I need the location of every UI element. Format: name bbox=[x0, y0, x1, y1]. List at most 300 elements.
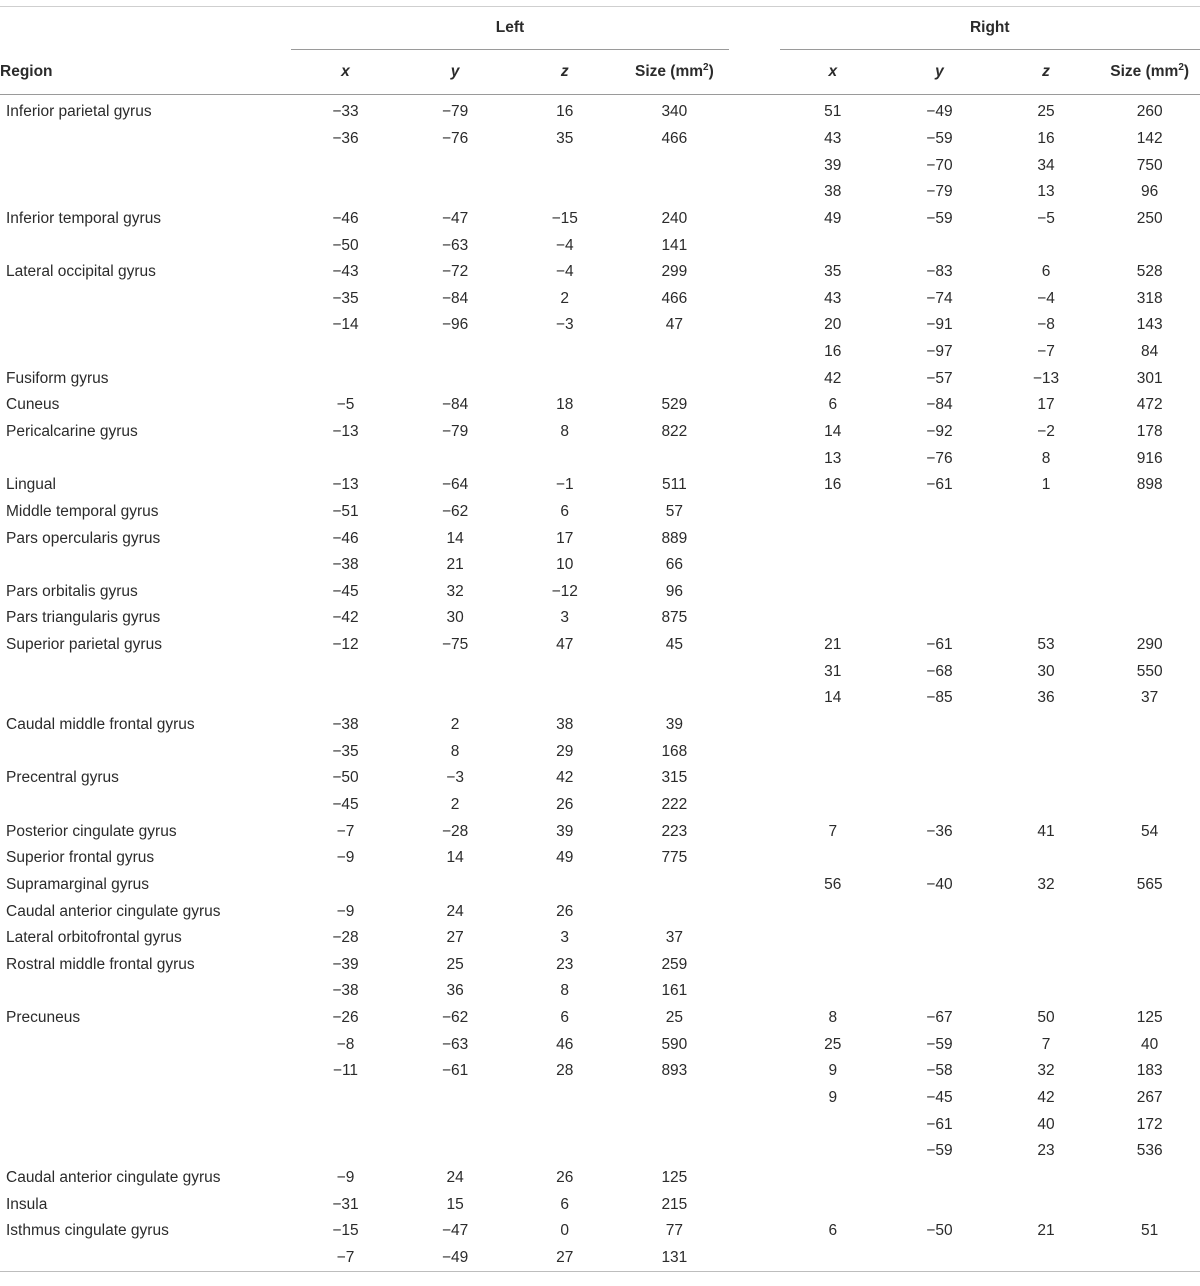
right-z-cell: 13 bbox=[1037, 183, 1055, 201]
right-size-cell: 142 bbox=[1136, 129, 1163, 147]
left-size-cell: 466 bbox=[661, 129, 688, 147]
right-z-cell: 25 bbox=[1037, 103, 1055, 121]
left-y-cell: −28 bbox=[441, 822, 469, 840]
left-y-cell: 15 bbox=[446, 1195, 464, 1213]
right-x-cell bbox=[780, 1245, 887, 1272]
right-y-cell: −84 bbox=[926, 396, 953, 414]
left-z-cell: 46 bbox=[556, 1035, 574, 1053]
right-size-cell bbox=[1099, 232, 1200, 259]
right-y-cell: −49 bbox=[926, 103, 953, 121]
row-gap bbox=[729, 818, 779, 845]
table-row bbox=[0, 126, 1200, 153]
right-z-cell bbox=[993, 499, 1100, 526]
right-size-cell: 472 bbox=[1136, 396, 1163, 414]
left-size-cell: 299 bbox=[661, 263, 688, 281]
right-y-cell: −59 bbox=[926, 1142, 953, 1160]
right-y-cell bbox=[886, 712, 993, 739]
right-x-cell bbox=[780, 605, 887, 632]
row-gap bbox=[729, 1218, 779, 1245]
right-x-cell: 14 bbox=[824, 689, 842, 707]
left-y-cell: −62 bbox=[441, 1009, 469, 1027]
left-x-cell: −51 bbox=[332, 502, 359, 520]
left-y-cell: −84 bbox=[441, 396, 469, 414]
right-size-cell bbox=[1099, 552, 1200, 579]
right-y-cell: −79 bbox=[926, 183, 953, 201]
row-gap bbox=[729, 579, 779, 606]
left-x-cell bbox=[291, 872, 401, 899]
left-y-cell: 14 bbox=[446, 849, 464, 867]
left-x-cell: −45 bbox=[332, 582, 359, 600]
region-cell: Precentral gyrus bbox=[6, 769, 119, 787]
region-cell bbox=[0, 1085, 291, 1112]
right-y-cell: −58 bbox=[926, 1062, 953, 1080]
row-gap bbox=[729, 952, 779, 979]
row-gap bbox=[729, 872, 779, 899]
right-z-cell: 32 bbox=[1037, 1062, 1055, 1080]
left-y-cell bbox=[400, 365, 510, 392]
left-x-cell: −15 bbox=[332, 1222, 359, 1240]
right-x-cell bbox=[780, 1165, 887, 1192]
group-header-row bbox=[0, 7, 1200, 50]
row-gap bbox=[729, 445, 779, 472]
left-x-cell: −35 bbox=[332, 742, 359, 760]
right-z-cell: 16 bbox=[1037, 129, 1055, 147]
left-y-cell: 24 bbox=[446, 1168, 464, 1186]
right-z-cell: 32 bbox=[1037, 875, 1055, 893]
region-cell bbox=[0, 1138, 291, 1165]
right-y-cell bbox=[886, 738, 993, 765]
table-row bbox=[0, 898, 1200, 925]
right-size-cell: 183 bbox=[1136, 1062, 1163, 1080]
row-gap bbox=[729, 1191, 779, 1218]
left-size-cell: 240 bbox=[661, 209, 688, 227]
left-z-cell: 42 bbox=[556, 769, 574, 787]
right-y-cell: −50 bbox=[926, 1222, 953, 1240]
left-y-cell: −47 bbox=[441, 209, 469, 227]
left-z-cell bbox=[510, 445, 620, 472]
region-cell: Isthmus cingulate gyrus bbox=[6, 1222, 169, 1240]
region-cell: Pars orbitalis gyrus bbox=[6, 582, 138, 600]
right-size-cell bbox=[1099, 499, 1200, 526]
region-cell bbox=[0, 1058, 291, 1085]
left-size-cell: 215 bbox=[661, 1195, 688, 1213]
right-size-cell bbox=[1099, 1165, 1200, 1192]
row-gap bbox=[729, 1031, 779, 1058]
left-size-cell: 66 bbox=[665, 556, 683, 574]
left-x-cell bbox=[291, 1138, 401, 1165]
right-y-cell bbox=[886, 792, 993, 819]
right-z-cell: 23 bbox=[1037, 1142, 1055, 1160]
right-y-cell: −70 bbox=[926, 156, 953, 174]
region-cell bbox=[0, 738, 291, 765]
right-z-cell: −2 bbox=[1037, 423, 1055, 440]
right-size-cell bbox=[1099, 1245, 1200, 1272]
region-cell: Lateral occipital gyrus bbox=[6, 263, 156, 281]
right-x-cell: 6 bbox=[828, 396, 838, 414]
left-size-cell bbox=[620, 339, 730, 366]
left-y-cell: −72 bbox=[441, 263, 469, 281]
right-z-cell bbox=[993, 978, 1100, 1005]
left-size-cell: 131 bbox=[661, 1248, 688, 1266]
table-row bbox=[0, 1165, 1200, 1192]
table-row bbox=[0, 738, 1200, 765]
right-x-cell bbox=[780, 579, 887, 606]
right-size-cell: 178 bbox=[1136, 423, 1163, 440]
table-row bbox=[0, 152, 1200, 179]
right-size-cell: 898 bbox=[1136, 476, 1163, 494]
size-unit-superscript: 2 bbox=[1178, 61, 1184, 73]
right-y-cell: −40 bbox=[926, 875, 953, 893]
table-row bbox=[0, 1058, 1200, 1085]
left-size-cell bbox=[620, 1085, 730, 1112]
row-gap bbox=[729, 179, 779, 206]
right-y-cell: −59 bbox=[926, 1035, 953, 1053]
right-x-cell bbox=[780, 765, 887, 792]
left-y-cell bbox=[400, 658, 510, 685]
left-z-cell bbox=[510, 658, 620, 685]
table-row bbox=[0, 1218, 1200, 1245]
left-x-cell: −35 bbox=[332, 289, 359, 307]
left-z-cell: 16 bbox=[556, 103, 574, 121]
right-size-cell: 290 bbox=[1136, 636, 1163, 654]
size-unit-superscript: 2 bbox=[703, 61, 709, 73]
left-x-cell: −8 bbox=[336, 1035, 355, 1053]
left-size-cell: 168 bbox=[661, 742, 688, 760]
row-gap bbox=[729, 285, 779, 312]
left-z-cell: 10 bbox=[556, 556, 574, 574]
right-size-cell: 565 bbox=[1136, 875, 1163, 893]
table-row bbox=[0, 525, 1200, 552]
right-size-cell bbox=[1099, 605, 1200, 632]
table-row bbox=[0, 845, 1200, 872]
row-gap bbox=[729, 1005, 779, 1032]
right-size-header bbox=[1099, 50, 1200, 95]
left-z-cell: 8 bbox=[560, 423, 570, 440]
left-z-cell bbox=[510, 365, 620, 392]
left-z-cell: 6 bbox=[560, 1009, 570, 1027]
right-z-cell: 34 bbox=[1037, 156, 1055, 174]
left-size-cell bbox=[620, 1111, 730, 1138]
right-x-cell: 21 bbox=[824, 636, 842, 654]
right-x-cell: 35 bbox=[824, 263, 842, 281]
right-y-cell: −85 bbox=[926, 689, 953, 707]
left-x-cell: −43 bbox=[332, 263, 359, 281]
right-x-cell: 49 bbox=[824, 209, 842, 227]
left-size-header bbox=[620, 50, 730, 95]
right-size-cell: 750 bbox=[1136, 156, 1163, 174]
left-z-cell bbox=[510, 179, 620, 206]
left-z-cell: 23 bbox=[556, 955, 574, 973]
row-gap bbox=[729, 898, 779, 925]
left-size-cell bbox=[620, 872, 730, 899]
left-size-cell: 875 bbox=[661, 609, 688, 627]
left-z-cell: 38 bbox=[556, 716, 574, 734]
left-y-cell bbox=[400, 339, 510, 366]
left-size-cell bbox=[620, 898, 730, 925]
right-size-cell: 143 bbox=[1136, 316, 1163, 334]
left-size-cell bbox=[620, 685, 730, 712]
right-x-cell: 9 bbox=[828, 1089, 838, 1107]
table-row bbox=[0, 925, 1200, 952]
right-x-cell: 9 bbox=[828, 1062, 838, 1080]
right-size-cell: 536 bbox=[1136, 1142, 1163, 1160]
size-label: Size (mm bbox=[1110, 63, 1179, 80]
right-z-cell bbox=[993, 579, 1100, 606]
right-x-cell: 25 bbox=[824, 1035, 842, 1053]
left-z-cell: 27 bbox=[556, 1248, 574, 1266]
left-y-cell: 2 bbox=[450, 716, 460, 734]
table-row bbox=[0, 1031, 1200, 1058]
right-x-cell bbox=[780, 1191, 887, 1218]
region-cell: Caudal anterior cingulate gyrus bbox=[6, 902, 221, 920]
region-cell bbox=[0, 126, 291, 153]
right-y-cell: −61 bbox=[926, 476, 953, 494]
row-gap bbox=[729, 472, 779, 499]
left-y-cell bbox=[400, 152, 510, 179]
right-size-cell: 40 bbox=[1141, 1035, 1159, 1053]
right-z-cell: 36 bbox=[1037, 689, 1055, 707]
right-x-cell: 6 bbox=[828, 1222, 838, 1240]
region-cell bbox=[0, 232, 291, 259]
header-gap bbox=[729, 50, 779, 95]
region-cell bbox=[0, 179, 291, 206]
right-y-cell: −74 bbox=[926, 289, 953, 307]
right-hemisphere-header: Right bbox=[780, 7, 1200, 50]
left-y-cell: −79 bbox=[441, 423, 469, 440]
right-z-cell: 17 bbox=[1037, 396, 1055, 414]
left-size-cell bbox=[620, 179, 730, 206]
left-x-cell: −11 bbox=[332, 1062, 359, 1080]
left-size-cell: 77 bbox=[665, 1222, 683, 1240]
region-cell bbox=[0, 978, 291, 1005]
left-y-cell: −63 bbox=[441, 236, 469, 254]
right-z-cell bbox=[993, 552, 1100, 579]
left-size-cell bbox=[620, 445, 730, 472]
left-y-cell bbox=[400, 872, 510, 899]
left-z-cell bbox=[510, 152, 620, 179]
left-x-cell: −36 bbox=[332, 129, 359, 147]
left-x-cell: −38 bbox=[332, 556, 359, 574]
column-header-row bbox=[0, 50, 1200, 95]
left-z-cell bbox=[510, 1085, 620, 1112]
left-size-cell: 775 bbox=[661, 849, 688, 867]
row-gap bbox=[729, 339, 779, 366]
left-size-cell: 893 bbox=[661, 1062, 688, 1080]
right-y-cell bbox=[886, 525, 993, 552]
row-gap bbox=[729, 312, 779, 339]
region-cell bbox=[0, 1031, 291, 1058]
row-gap bbox=[729, 392, 779, 419]
right-y-cell: −67 bbox=[926, 1009, 953, 1027]
right-z-cell: 8 bbox=[1041, 449, 1051, 467]
left-z-cell: 26 bbox=[556, 902, 574, 920]
right-y-cell bbox=[886, 1165, 993, 1192]
right-size-cell bbox=[1099, 978, 1200, 1005]
right-z-cell: 1 bbox=[1041, 476, 1051, 494]
right-size-cell bbox=[1099, 765, 1200, 792]
right-x-cell: 7 bbox=[828, 822, 838, 840]
left-x-cell: −9 bbox=[336, 1168, 355, 1186]
right-y-cell bbox=[886, 765, 993, 792]
right-size-cell: 125 bbox=[1136, 1009, 1163, 1027]
left-size-cell: 161 bbox=[661, 982, 688, 1000]
right-size-cell bbox=[1099, 738, 1200, 765]
left-z-cell: 17 bbox=[556, 529, 574, 547]
right-z-cell bbox=[993, 925, 1100, 952]
left-y-cell: −96 bbox=[441, 316, 469, 334]
right-z-cell: 30 bbox=[1037, 662, 1055, 680]
region-cell: Precuneus bbox=[6, 1009, 81, 1027]
left-x-cell: −38 bbox=[332, 982, 359, 1000]
table-row bbox=[0, 339, 1200, 366]
left-x-cell bbox=[291, 179, 401, 206]
table-row bbox=[0, 1245, 1200, 1272]
left-y-cell: −64 bbox=[441, 476, 469, 494]
left-y-cell: 36 bbox=[446, 982, 464, 1000]
left-x-cell: −46 bbox=[332, 209, 359, 227]
right-x-cell bbox=[780, 525, 887, 552]
left-y-cell: −84 bbox=[441, 289, 469, 307]
table-row bbox=[0, 95, 1200, 126]
region-cell: Inferior temporal gyrus bbox=[6, 209, 162, 227]
left-z-cell: 26 bbox=[556, 795, 574, 813]
left-z-cell bbox=[510, 872, 620, 899]
right-size-cell: 318 bbox=[1136, 289, 1163, 307]
left-y-cell: −76 bbox=[441, 129, 469, 147]
left-z-cell: 28 bbox=[556, 1062, 574, 1080]
region-column-header: Region bbox=[0, 62, 53, 80]
left-z-cell: 6 bbox=[560, 1195, 570, 1213]
left-x-cell bbox=[291, 152, 401, 179]
right-z-cell bbox=[993, 738, 1100, 765]
right-y-cell: −36 bbox=[926, 822, 953, 840]
table-row bbox=[0, 579, 1200, 606]
left-z-cell bbox=[510, 685, 620, 712]
right-size-cell bbox=[1099, 712, 1200, 739]
right-z-cell: −4 bbox=[1037, 289, 1055, 307]
right-x-cell: 38 bbox=[824, 183, 842, 201]
row-gap bbox=[729, 1111, 779, 1138]
left-size-cell: 57 bbox=[665, 502, 683, 520]
right-size-cell bbox=[1099, 525, 1200, 552]
left-y-header: y bbox=[450, 63, 460, 80]
right-z-cell bbox=[993, 1245, 1100, 1272]
left-x-cell: −13 bbox=[332, 476, 359, 494]
right-x-cell bbox=[780, 738, 887, 765]
region-cell bbox=[0, 1111, 291, 1138]
row-gap bbox=[729, 605, 779, 632]
right-x-cell: 51 bbox=[824, 103, 842, 121]
row-gap bbox=[729, 152, 779, 179]
right-y-cell: −68 bbox=[926, 662, 953, 680]
table-row bbox=[0, 392, 1200, 419]
right-x-cell: 13 bbox=[824, 449, 842, 467]
left-z-cell: 18 bbox=[556, 396, 574, 414]
table-row bbox=[0, 765, 1200, 792]
right-x-cell: 31 bbox=[824, 662, 842, 680]
right-size-cell bbox=[1099, 925, 1200, 952]
left-y-cell: 30 bbox=[446, 609, 464, 627]
table-row bbox=[0, 978, 1200, 1005]
right-x-cell: 20 bbox=[824, 316, 842, 334]
left-hemisphere-header: Left bbox=[291, 7, 730, 50]
left-size-cell: 822 bbox=[661, 423, 688, 440]
right-z-cell bbox=[993, 792, 1100, 819]
left-size-cell: 315 bbox=[661, 769, 688, 787]
left-x-cell bbox=[291, 365, 401, 392]
right-x-cell bbox=[780, 499, 887, 526]
table-row bbox=[0, 605, 1200, 632]
left-y-cell bbox=[400, 179, 510, 206]
left-size-cell: 47 bbox=[665, 316, 683, 334]
results-table bbox=[0, 6, 1200, 1272]
table-row bbox=[0, 818, 1200, 845]
left-size-cell: 889 bbox=[661, 529, 688, 547]
left-y-cell bbox=[400, 445, 510, 472]
left-y-cell: −49 bbox=[441, 1248, 469, 1266]
left-x-cell: −45 bbox=[332, 795, 359, 813]
right-z-cell: 50 bbox=[1037, 1009, 1055, 1027]
left-y-cell: −47 bbox=[441, 1222, 469, 1240]
left-z-cell: 29 bbox=[556, 742, 574, 760]
left-z-cell: 49 bbox=[556, 849, 574, 867]
table-row bbox=[0, 419, 1200, 446]
right-x-cell bbox=[780, 712, 887, 739]
left-y-cell bbox=[400, 685, 510, 712]
left-z-cell: −12 bbox=[551, 582, 578, 600]
left-z-cell: −15 bbox=[551, 209, 578, 227]
right-size-cell bbox=[1099, 579, 1200, 606]
table-row bbox=[0, 365, 1200, 392]
left-size-cell: 96 bbox=[665, 582, 683, 600]
region-cell bbox=[0, 285, 291, 312]
left-y-cell: −63 bbox=[441, 1035, 469, 1053]
table-row bbox=[0, 472, 1200, 499]
right-x-cell bbox=[780, 925, 887, 952]
left-x-cell: −46 bbox=[332, 529, 359, 547]
left-size-cell: 25 bbox=[665, 1009, 683, 1027]
table-row bbox=[0, 499, 1200, 526]
right-z-cell bbox=[993, 712, 1100, 739]
left-x-cell: −5 bbox=[336, 396, 355, 414]
table-row bbox=[0, 312, 1200, 339]
right-z-cell: 7 bbox=[1041, 1035, 1051, 1053]
right-size-cell bbox=[1099, 898, 1200, 925]
right-size-cell: 37 bbox=[1141, 689, 1159, 707]
left-x-cell bbox=[291, 685, 401, 712]
left-size-cell: 125 bbox=[661, 1168, 688, 1186]
left-size-cell bbox=[620, 1138, 730, 1165]
left-x-cell bbox=[291, 658, 401, 685]
left-z-cell: 6 bbox=[560, 502, 570, 520]
right-x-cell: 56 bbox=[824, 875, 842, 893]
row-gap bbox=[729, 259, 779, 286]
table-row bbox=[0, 1085, 1200, 1112]
left-size-cell: 45 bbox=[665, 636, 683, 654]
region-cell: Caudal middle frontal gyrus bbox=[6, 716, 195, 734]
left-size-cell bbox=[620, 152, 730, 179]
table-body bbox=[0, 95, 1200, 1272]
left-x-cell: −14 bbox=[332, 316, 359, 334]
left-x-cell: −9 bbox=[336, 902, 355, 920]
right-size-cell bbox=[1099, 845, 1200, 872]
region-cell: Middle temporal gyrus bbox=[6, 502, 159, 520]
right-y-cell: −92 bbox=[926, 423, 953, 440]
right-y-cell: −91 bbox=[926, 316, 953, 334]
table-row bbox=[0, 1191, 1200, 1218]
right-y-header: y bbox=[935, 63, 944, 80]
region-cell: Lateral orbitofrontal gyrus bbox=[6, 929, 182, 947]
